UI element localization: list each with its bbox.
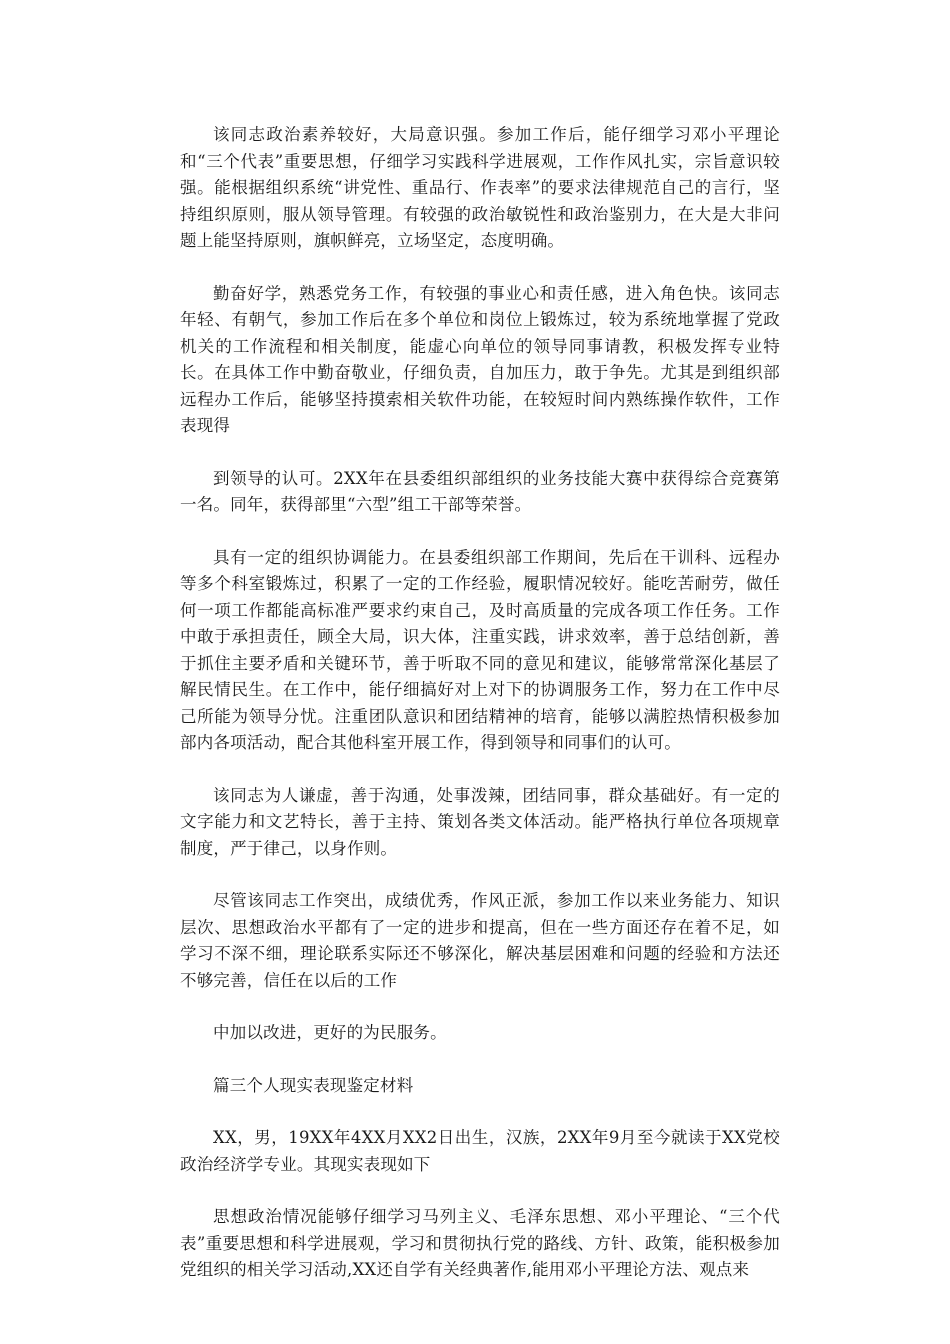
section-title: 篇三个人现实表现鉴定材料 [213, 1075, 414, 1095]
paragraph-personal-info: XX，男，19XX年4XX月XX2日出生，汉族，2XX年9月至今就读于XX党校政治经济学专业。其现实表现如下 [180, 1128, 780, 1174]
paragraph-diligence: 勤奋好学，熟悉党务工作，有较强的事业心和责任感，进入角色快。该同志年轻、有朝气，参加工作后在多个单位和岗位上锻炼过，较为系统地掌握了党政机关的工作流程和相关制度，能虚心向单位的领导同事请教，积极发挥专业特长。在具体工作中勤奋敬业，仔细负责，自加压力，敢于争先。尤其是到组织部远程办工作后，能够坚持摸索相关软件功能，在较短时间内熟练操作软件，工作表现得 [180, 283, 780, 435]
paragraph-political-quality: 该同志政治素养较好，大局意识强。参加工作后，能仔细学习邓小平理论和“三个代表”重要思想，仔细学习实践科学进展观，工作作风扎实，宗旨意识较强。能根据组织系统“讲党性、重品行、作表率”的要求法律规范自己的言行，坚持组织原则，服从领导管理。有较强的政治敏锐性和政治鉴别力，在大是大非问题上能坚持原则，旗帜鲜亮，立场坚定，态度明确。 [180, 125, 780, 250]
document-body [180, 122, 780, 1310]
paragraph-personality: 该同志为人谦虚，善于沟通，处事泼辣，团结同事，群众基础好。有一定的文字能力和文艺特长，善于主持、策划各类文体活动。能严格执行单位各项规章制度，严于律己，以身作则。 [180, 785, 780, 858]
paragraph-ideology: 思想政治情况能够仔细学习马列主义、毛泽东思想、邓小平理论、“三个代表”重要思想和科学进展观，学习和贯彻执行党的路线、方针、政策，能积极参加党组织的相关学习活动,XX还自学有关经典著作,能用邓小平理论方法、观点来 [180, 1207, 780, 1279]
paragraph-coordination: 具有一定的组织协调能力。在县委组织部工作期间，先后在干训科、远程办等多个科室锻炼过，积累了一定的工作经验，履职情况较好。能吃苦耐劳，做任何一项工作都能高标准严要求约束自己，及时高质量的完成各项工作任务。工作中敢于承担责任，顾全大局，识大体，注重实践，讲求效率，善于总结创新，善于抓住主要矛盾和关键环节，善于听取不同的意见和建议，能够常常深化基层了解民情民生。在工作中，能仔细搞好对上对下的协调服务工作，努力在工作中尽己所能为领导分忧。注重团队意识和团结精神的培育，能够以满腔热情积极参加部内各项活动，配合其他科室开展工作，得到领导和同事们的认可。 [180, 547, 780, 752]
paragraph-recognition: 到领导的认可。2XX年在县委组织部组织的业务技能大赛中获得综合竞赛第一名。同年，获得部里“六型”组工干部等荣誉。 [180, 468, 780, 514]
paragraph-shortcomings: 尽管该同志工作突出，成绩优秀，作风正派，参加工作以来业务能力、知识层次、思想政治水平都有了一定的进步和提高，但在一些方面还存在着不足，如学习不深不细，理论联系实际还不够深化，解决基层困难和问题的经验和方法还不够完善，信任在以后的工作 [180, 891, 780, 990]
paragraph-improvement: 中加以改进，更好的为民服务。 [213, 1023, 447, 1042]
